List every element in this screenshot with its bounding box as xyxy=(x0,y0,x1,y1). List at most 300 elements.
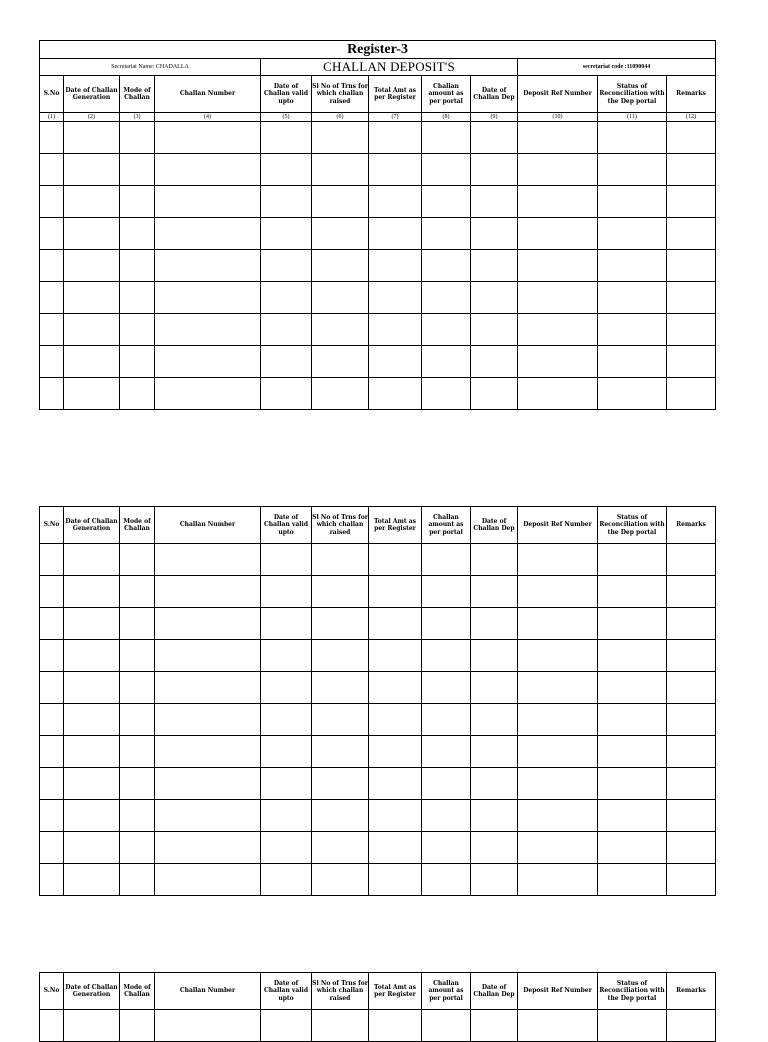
table-cell[interactable] xyxy=(422,1010,471,1042)
table-cell[interactable] xyxy=(120,736,155,768)
table-row xyxy=(40,832,716,864)
table-cell[interactable] xyxy=(518,640,598,672)
table-cell[interactable] xyxy=(312,218,369,250)
table-cell[interactable] xyxy=(40,544,64,576)
table-cell[interactable] xyxy=(369,800,422,832)
table-cell[interactable] xyxy=(667,576,716,608)
table-cell[interactable] xyxy=(667,186,716,218)
column-header: Sl No of Trns for which challan raised xyxy=(312,76,369,113)
table-cell[interactable] xyxy=(518,186,598,218)
register-table-3 xyxy=(39,972,716,1042)
table-cell[interactable] xyxy=(40,154,64,186)
table-cell[interactable] xyxy=(369,314,422,346)
table-cell[interactable] xyxy=(261,122,312,154)
table-cell[interactable] xyxy=(518,218,598,250)
table-cell[interactable] xyxy=(155,800,261,832)
table-cell[interactable] xyxy=(369,704,422,736)
table-cell[interactable] xyxy=(40,250,64,282)
table-cell[interactable] xyxy=(261,186,312,218)
table-cell[interactable] xyxy=(155,640,261,672)
table-cell[interactable] xyxy=(667,640,716,672)
table-cell[interactable] xyxy=(422,576,471,608)
table-cell[interactable] xyxy=(120,186,155,218)
table-cell[interactable] xyxy=(667,544,716,576)
table-row xyxy=(40,800,716,832)
table-cell[interactable] xyxy=(518,250,598,282)
table-cell[interactable] xyxy=(422,704,471,736)
table-cell[interactable] xyxy=(64,832,120,864)
table-cell[interactable] xyxy=(518,576,598,608)
table-cell[interactable] xyxy=(312,800,369,832)
table-cell[interactable] xyxy=(261,250,312,282)
table-cell[interactable] xyxy=(120,154,155,186)
table-cell[interactable] xyxy=(40,1010,64,1042)
table-cell[interactable] xyxy=(64,736,120,768)
table-cell[interactable] xyxy=(667,608,716,640)
table-cell[interactable] xyxy=(598,378,667,410)
table-cell[interactable] xyxy=(471,864,518,896)
table-cell[interactable] xyxy=(155,832,261,864)
table-cell[interactable] xyxy=(155,608,261,640)
table-cell[interactable] xyxy=(261,544,312,576)
column-header: Mode of Challan xyxy=(120,973,155,1010)
table-cell[interactable] xyxy=(422,186,471,218)
table-cell[interactable] xyxy=(120,832,155,864)
table-cell[interactable] xyxy=(261,314,312,346)
table-cell[interactable] xyxy=(312,768,369,800)
table-cell[interactable] xyxy=(518,154,598,186)
table-cell[interactable] xyxy=(369,378,422,410)
table-cell[interactable] xyxy=(471,250,518,282)
table-cell[interactable] xyxy=(422,250,471,282)
column-header: Deposit Ref Number xyxy=(518,76,598,113)
column-number: (9) xyxy=(471,113,518,122)
table-cell[interactable] xyxy=(598,640,667,672)
table-cell[interactable] xyxy=(471,800,518,832)
table-cell[interactable] xyxy=(120,608,155,640)
table-cell[interactable] xyxy=(64,186,120,218)
table-cell[interactable] xyxy=(261,1010,312,1042)
table-cell[interactable] xyxy=(369,672,422,704)
column-number: (10) xyxy=(518,113,598,122)
table-cell[interactable] xyxy=(518,832,598,864)
column-header: Total Amt as per Register xyxy=(369,973,422,1010)
table-cell[interactable] xyxy=(518,864,598,896)
table-cell[interactable] xyxy=(369,154,422,186)
table-cell[interactable] xyxy=(155,704,261,736)
table-cell[interactable] xyxy=(598,218,667,250)
table-cell[interactable] xyxy=(120,378,155,410)
table-cell[interactable] xyxy=(120,864,155,896)
table-cell[interactable] xyxy=(64,608,120,640)
table-cell[interactable] xyxy=(667,378,716,410)
table-cell[interactable] xyxy=(369,576,422,608)
table-cell[interactable] xyxy=(40,672,64,704)
table-cell[interactable] xyxy=(261,704,312,736)
table-cell[interactable] xyxy=(598,186,667,218)
table-cell[interactable] xyxy=(518,608,598,640)
table-cell[interactable] xyxy=(471,282,518,314)
table-cell[interactable] xyxy=(422,122,471,154)
table-cell[interactable] xyxy=(40,640,64,672)
table-cell[interactable] xyxy=(667,768,716,800)
table-cell[interactable] xyxy=(518,122,598,154)
table-cell[interactable] xyxy=(598,250,667,282)
table-cell[interactable] xyxy=(422,378,471,410)
column-header: Challan amount as per portal xyxy=(422,76,471,113)
table-cell[interactable] xyxy=(155,576,261,608)
table-cell[interactable] xyxy=(471,608,518,640)
column-header: Challan amount as per portal xyxy=(422,973,471,1010)
table-cell[interactable] xyxy=(369,186,422,218)
table-cell[interactable] xyxy=(155,544,261,576)
table-cell[interactable] xyxy=(120,800,155,832)
table-cell[interactable] xyxy=(40,736,64,768)
table-cell[interactable] xyxy=(598,346,667,378)
column-header: Deposit Ref Number xyxy=(518,507,598,544)
table-cell[interactable] xyxy=(598,314,667,346)
table-cell[interactable] xyxy=(155,864,261,896)
table-cell[interactable] xyxy=(312,378,369,410)
column-header: S.No xyxy=(40,973,64,1010)
table-cell[interactable] xyxy=(155,346,261,378)
table-row xyxy=(40,608,716,640)
table-cell[interactable] xyxy=(598,864,667,896)
table-cell[interactable] xyxy=(312,544,369,576)
table-cell[interactable] xyxy=(40,186,64,218)
table-cell[interactable] xyxy=(422,800,471,832)
table-cell[interactable] xyxy=(471,832,518,864)
column-number: (1) xyxy=(40,113,64,122)
table-row xyxy=(40,736,716,768)
table-cell[interactable] xyxy=(40,314,64,346)
table-cell[interactable] xyxy=(667,250,716,282)
table-cell[interactable] xyxy=(422,154,471,186)
table-cell[interactable] xyxy=(667,736,716,768)
table-cell[interactable] xyxy=(369,346,422,378)
table-cell[interactable] xyxy=(40,768,64,800)
column-number: (12) xyxy=(667,113,716,122)
table-cell[interactable] xyxy=(40,122,64,154)
table-cell[interactable] xyxy=(471,768,518,800)
table-cell[interactable] xyxy=(155,768,261,800)
column-header: Date of Challan valid upto xyxy=(261,76,312,113)
table-cell[interactable] xyxy=(120,640,155,672)
table-cell[interactable] xyxy=(64,282,120,314)
table-cell[interactable] xyxy=(369,218,422,250)
table-cell[interactable] xyxy=(261,346,312,378)
table-cell[interactable] xyxy=(120,1010,155,1042)
table-cell[interactable] xyxy=(518,800,598,832)
table-cell[interactable] xyxy=(598,672,667,704)
table-cell[interactable] xyxy=(64,704,120,736)
table-cell[interactable] xyxy=(667,1010,716,1042)
secretariat-code: secretariat code :11090044 xyxy=(518,59,716,76)
table-row xyxy=(40,346,716,378)
table-cell[interactable] xyxy=(312,314,369,346)
table-cell[interactable] xyxy=(261,672,312,704)
column-header: Status of Reconciliation with the Dep portal xyxy=(598,507,667,544)
table-cell[interactable] xyxy=(471,576,518,608)
table-cell[interactable] xyxy=(120,122,155,154)
column-header: Challan amount as per portal xyxy=(422,507,471,544)
table-cell[interactable] xyxy=(312,282,369,314)
table-cell[interactable] xyxy=(422,218,471,250)
table-cell[interactable] xyxy=(598,576,667,608)
table-cell[interactable] xyxy=(40,346,64,378)
table-cell[interactable] xyxy=(471,314,518,346)
table-cell[interactable] xyxy=(120,704,155,736)
table-cell[interactable] xyxy=(261,576,312,608)
column-header-row xyxy=(40,973,716,1010)
table-cell[interactable] xyxy=(120,346,155,378)
table-row xyxy=(40,640,716,672)
table-cell[interactable] xyxy=(369,864,422,896)
table-cell[interactable] xyxy=(40,800,64,832)
table-cell[interactable] xyxy=(471,186,518,218)
table-cell[interactable] xyxy=(261,640,312,672)
table-cell[interactable] xyxy=(422,608,471,640)
table-cell[interactable] xyxy=(312,186,369,218)
table-cell[interactable] xyxy=(518,736,598,768)
table-cell[interactable] xyxy=(369,768,422,800)
table-cell[interactable] xyxy=(518,1010,598,1042)
table-cell[interactable] xyxy=(64,154,120,186)
table-cell[interactable] xyxy=(518,378,598,410)
secretariat-name: Secretariat Name: CHADALLA xyxy=(40,59,261,76)
table-cell[interactable] xyxy=(422,544,471,576)
table-cell[interactable] xyxy=(40,832,64,864)
table-row xyxy=(40,154,716,186)
table-cell[interactable] xyxy=(369,282,422,314)
column-number: (3) xyxy=(120,113,155,122)
register-table-1 xyxy=(39,40,716,410)
table-cell[interactable] xyxy=(471,346,518,378)
table-cell[interactable] xyxy=(64,122,120,154)
table-cell[interactable] xyxy=(155,122,261,154)
table-cell[interactable] xyxy=(369,832,422,864)
table-row xyxy=(40,576,716,608)
table-cell[interactable] xyxy=(40,576,64,608)
table-cell[interactable] xyxy=(369,250,422,282)
table-cell[interactable] xyxy=(422,832,471,864)
table-cell[interactable] xyxy=(369,640,422,672)
table-cell[interactable] xyxy=(312,864,369,896)
table-cell[interactable] xyxy=(155,1010,261,1042)
table-cell[interactable] xyxy=(312,608,369,640)
table-cell[interactable] xyxy=(369,122,422,154)
table-cell[interactable] xyxy=(155,672,261,704)
table-cell[interactable] xyxy=(518,346,598,378)
table-cell[interactable] xyxy=(422,346,471,378)
table-cell[interactable] xyxy=(667,832,716,864)
table-cell[interactable] xyxy=(471,1010,518,1042)
column-header: Total Amt as per Register xyxy=(369,507,422,544)
table-cell[interactable] xyxy=(667,800,716,832)
table-cell[interactable] xyxy=(312,736,369,768)
table-cell[interactable] xyxy=(120,768,155,800)
table-cell[interactable] xyxy=(261,768,312,800)
table-cell[interactable] xyxy=(40,218,64,250)
table-cell[interactable] xyxy=(40,608,64,640)
table-cell[interactable] xyxy=(518,768,598,800)
table-cell[interactable] xyxy=(422,640,471,672)
table-cell[interactable] xyxy=(312,122,369,154)
table-cell[interactable] xyxy=(471,736,518,768)
table-cell[interactable] xyxy=(120,544,155,576)
table-cell[interactable] xyxy=(598,704,667,736)
table-cell[interactable] xyxy=(40,704,64,736)
table-cell[interactable] xyxy=(64,800,120,832)
table-cell[interactable] xyxy=(261,608,312,640)
table-cell[interactable] xyxy=(667,122,716,154)
table-cell[interactable] xyxy=(64,640,120,672)
table-cell[interactable] xyxy=(667,314,716,346)
table-cell[interactable] xyxy=(155,314,261,346)
table-cell[interactable] xyxy=(598,154,667,186)
table-cell[interactable] xyxy=(261,864,312,896)
table-cell[interactable] xyxy=(120,314,155,346)
table-cell[interactable] xyxy=(598,122,667,154)
table-cell[interactable] xyxy=(64,544,120,576)
table-cell[interactable] xyxy=(422,736,471,768)
table-cell[interactable] xyxy=(155,154,261,186)
table-cell[interactable] xyxy=(369,736,422,768)
table-cell[interactable] xyxy=(312,576,369,608)
table-cell[interactable] xyxy=(422,672,471,704)
table-cell[interactable] xyxy=(369,544,422,576)
table-cell[interactable] xyxy=(518,544,598,576)
table-cell[interactable] xyxy=(64,864,120,896)
table-cell[interactable] xyxy=(155,282,261,314)
table-cell[interactable] xyxy=(64,314,120,346)
register-title: Register-3 xyxy=(40,41,716,59)
table-cell[interactable] xyxy=(369,1010,422,1042)
table-cell[interactable] xyxy=(40,864,64,896)
table-cell[interactable] xyxy=(598,736,667,768)
table-cell[interactable] xyxy=(155,378,261,410)
table-cell[interactable] xyxy=(598,282,667,314)
table-cell[interactable] xyxy=(64,218,120,250)
table-cell[interactable] xyxy=(312,154,369,186)
table-cell[interactable] xyxy=(369,608,422,640)
table-cell[interactable] xyxy=(667,672,716,704)
column-header: Date of Challan valid upto xyxy=(261,973,312,1010)
table-cell[interactable] xyxy=(261,736,312,768)
table-cell[interactable] xyxy=(64,768,120,800)
table-cell[interactable] xyxy=(471,122,518,154)
table-cell[interactable] xyxy=(40,282,64,314)
column-number: (6) xyxy=(312,113,369,122)
table-cell[interactable] xyxy=(312,640,369,672)
table-cell[interactable] xyxy=(518,282,598,314)
table-cell[interactable] xyxy=(471,154,518,186)
table-cell[interactable] xyxy=(64,672,120,704)
table-cell[interactable] xyxy=(518,704,598,736)
table-cell[interactable] xyxy=(667,346,716,378)
table-cell[interactable] xyxy=(518,672,598,704)
table-cell[interactable] xyxy=(422,282,471,314)
table-cell[interactable] xyxy=(667,218,716,250)
column-header: Challan Number xyxy=(155,973,261,1010)
table-cell[interactable] xyxy=(261,378,312,410)
column-header: Date of Challan Dep xyxy=(471,76,518,113)
table-cell[interactable] xyxy=(155,736,261,768)
table-cell[interactable] xyxy=(155,186,261,218)
table-cell[interactable] xyxy=(261,800,312,832)
table-cell[interactable] xyxy=(312,346,369,378)
table-row xyxy=(40,672,716,704)
table-cell[interactable] xyxy=(64,378,120,410)
table-cell[interactable] xyxy=(261,154,312,186)
table-row xyxy=(40,282,716,314)
table-cell[interactable] xyxy=(422,864,471,896)
table-cell[interactable] xyxy=(312,704,369,736)
table-cell[interactable] xyxy=(40,378,64,410)
table-cell[interactable] xyxy=(64,346,120,378)
table-cell[interactable] xyxy=(155,218,261,250)
table-cell[interactable] xyxy=(120,250,155,282)
column-header: Date of Challan Generation xyxy=(64,973,120,1010)
table-row xyxy=(40,864,716,896)
table-row xyxy=(40,544,716,576)
table-cell[interactable] xyxy=(120,218,155,250)
column-number: (11) xyxy=(598,113,667,122)
table-cell[interactable] xyxy=(471,378,518,410)
table-cell[interactable] xyxy=(598,768,667,800)
table-cell[interactable] xyxy=(667,704,716,736)
table-cell[interactable] xyxy=(120,576,155,608)
table-cell[interactable] xyxy=(471,640,518,672)
table-cell[interactable] xyxy=(261,282,312,314)
table-cell[interactable] xyxy=(667,864,716,896)
column-header: Mode of Challan xyxy=(120,507,155,544)
table-cell[interactable] xyxy=(312,1010,369,1042)
table-cell[interactable] xyxy=(312,250,369,282)
table-cell[interactable] xyxy=(598,544,667,576)
table-cell[interactable] xyxy=(518,314,598,346)
table-cell[interactable] xyxy=(312,832,369,864)
table-cell[interactable] xyxy=(598,800,667,832)
table-cell[interactable] xyxy=(422,768,471,800)
table-cell[interactable] xyxy=(471,544,518,576)
table-cell[interactable] xyxy=(598,608,667,640)
column-header: Date of Challan Generation xyxy=(64,76,120,113)
table-cell[interactable] xyxy=(422,314,471,346)
column-header: Date of Challan valid upto xyxy=(261,507,312,544)
table-cell[interactable] xyxy=(598,832,667,864)
table-cell[interactable] xyxy=(471,218,518,250)
table-cell[interactable] xyxy=(261,832,312,864)
column-header: Sl No of Trns for which challan raised xyxy=(312,973,369,1010)
table-cell[interactable] xyxy=(312,672,369,704)
table-cell[interactable] xyxy=(667,282,716,314)
column-header: Challan Number xyxy=(155,76,261,113)
table-cell[interactable] xyxy=(471,672,518,704)
table-cell[interactable] xyxy=(261,218,312,250)
table-cell[interactable] xyxy=(64,576,120,608)
table-cell[interactable] xyxy=(64,1010,120,1042)
table-cell[interactable] xyxy=(471,704,518,736)
table-row xyxy=(40,122,716,154)
column-header: Date of Challan Dep xyxy=(471,507,518,544)
table-cell[interactable] xyxy=(120,672,155,704)
table-cell[interactable] xyxy=(598,1010,667,1042)
table-cell[interactable] xyxy=(155,250,261,282)
table-cell[interactable] xyxy=(64,250,120,282)
table-cell[interactable] xyxy=(667,154,716,186)
table-cell[interactable] xyxy=(120,282,155,314)
